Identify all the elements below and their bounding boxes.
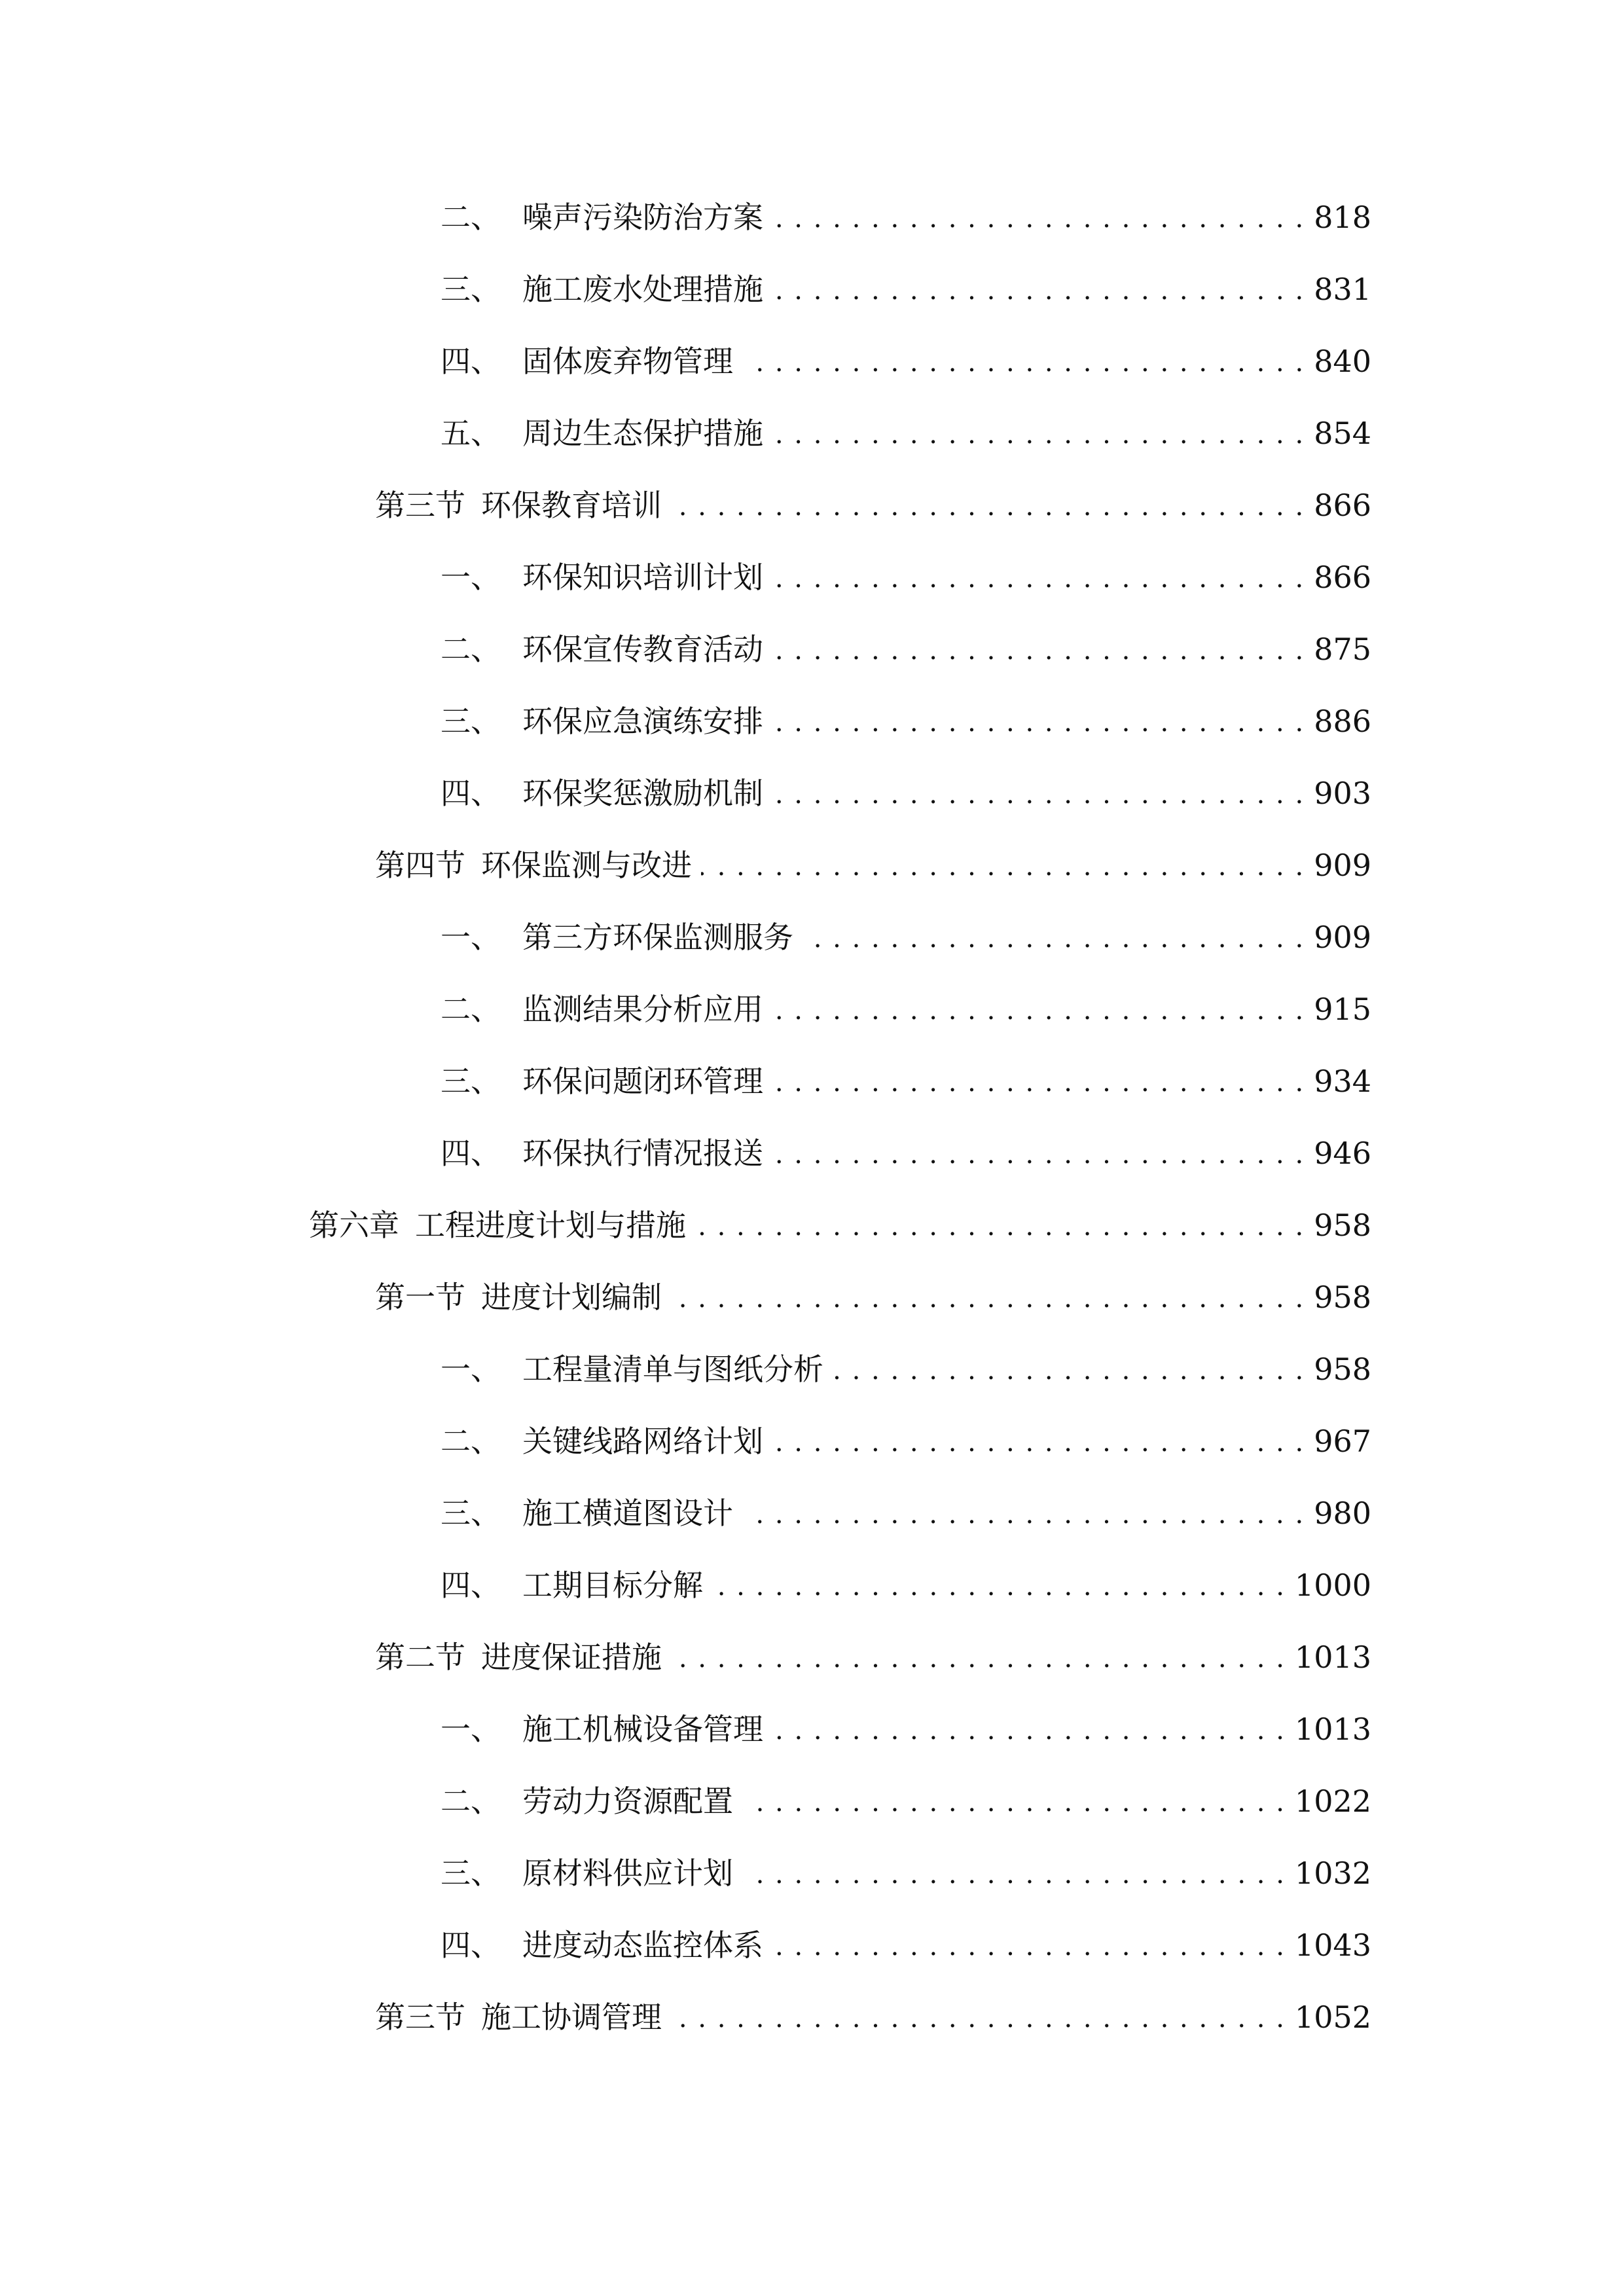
toc-entry-title: 施工横道图设计	[522, 1496, 733, 1531]
toc-entry-prefix: 三、	[441, 1064, 501, 1099]
toc-entry-title: 环保教育培训	[481, 488, 662, 523]
toc-entry-page-number: 1022	[1294, 1784, 1371, 1819]
toc-entry-item[interactable]	[441, 911, 1371, 963]
toc-entry-title: 固体废弃物管理	[522, 344, 733, 379]
toc-entry-title: 施工协调管理	[481, 2000, 662, 2035]
toc-entry-page-number: 1052	[1294, 2000, 1371, 2035]
toc-entry-title: 进度保证措施	[481, 1640, 662, 1675]
toc-entry-title: 工程量清单与图纸分析	[522, 1352, 823, 1387]
toc-row-6	[0, 551, 1624, 623]
toc-entry-prefix: 一、	[441, 560, 501, 595]
toc-entry-item[interactable]	[441, 263, 1371, 315]
toc-entry-item[interactable]	[441, 1343, 1371, 1395]
toc-row-4	[0, 407, 1624, 479]
toc-row-1	[0, 191, 1624, 263]
toc-row-18	[0, 1415, 1624, 1487]
toc-entry-item[interactable]	[441, 335, 1371, 387]
toc-entry-page-number: 1000	[1294, 1568, 1371, 1603]
toc-row-17	[0, 1343, 1624, 1415]
toc-entry-title: 环保问题闭环管理	[522, 1064, 763, 1099]
toc-row-24	[0, 1847, 1624, 1919]
toc-row-8	[0, 695, 1624, 767]
toc-row-10	[0, 839, 1624, 911]
toc-row-14	[0, 1127, 1624, 1199]
toc-entry-page-number: 818	[1314, 200, 1371, 235]
toc-entry-page-number: 1013	[1294, 1712, 1371, 1747]
toc-entry-item[interactable]	[441, 983, 1371, 1035]
toc-entry-item[interactable]	[441, 1703, 1371, 1755]
toc-entry-prefix: 四、	[441, 776, 501, 811]
toc-row-26	[0, 1991, 1624, 2063]
toc-row-21	[0, 1631, 1624, 1703]
toc-dot-leader	[742, 1775, 1286, 1827]
toc-entry-page-number: 958	[1314, 1352, 1371, 1387]
toc-entry-prefix: 第四节	[375, 848, 465, 883]
toc-dot-leader	[833, 1343, 1305, 1395]
toc-entry-item[interactable]	[441, 191, 1371, 243]
toc-entry-page-number: 946	[1314, 1136, 1371, 1171]
toc-entry-page-number: 1013	[1294, 1640, 1371, 1675]
toc-dot-leader	[772, 1703, 1286, 1755]
toc-entry-prefix: 二、	[441, 992, 501, 1027]
toc-entry-item[interactable]	[441, 551, 1371, 603]
toc-entry-prefix: 第六章	[309, 1208, 399, 1243]
toc-entry-title: 监测结果分析应用	[522, 992, 763, 1027]
toc-entry-prefix: 二、	[441, 1424, 501, 1459]
toc-entry-page-number: 909	[1314, 848, 1371, 883]
toc-entry-page-number: 909	[1314, 920, 1371, 955]
toc-entry-section[interactable]	[375, 479, 1371, 531]
toc-dot-leader	[772, 551, 1305, 603]
table-of-contents	[0, 191, 1624, 2063]
toc-entry-title: 环保执行情况报送	[522, 1136, 763, 1171]
toc-entry-prefix: 二、	[441, 632, 501, 667]
toc-row-25	[0, 1919, 1624, 1991]
toc-entry-title: 工程进度计划与措施	[415, 1208, 686, 1243]
toc-entry-item[interactable]	[441, 695, 1371, 747]
toc-dot-leader	[772, 1919, 1286, 1971]
toc-dot-leader	[671, 479, 1305, 531]
toc-entry-prefix: 三、	[441, 1856, 501, 1891]
toc-entry-item[interactable]	[441, 1847, 1371, 1899]
toc-row-13	[0, 1055, 1624, 1127]
toc-dot-leader	[742, 1487, 1305, 1539]
toc-dot-leader	[772, 695, 1305, 747]
toc-entry-title: 劳动力资源配置	[522, 1784, 733, 1819]
toc-entry-page-number: 958	[1314, 1208, 1371, 1243]
toc-entry-title: 原材料供应计划	[522, 1856, 733, 1891]
toc-entry-prefix: 二、	[441, 1784, 501, 1819]
toc-row-5	[0, 479, 1624, 551]
toc-entry-title: 施工机械设备管理	[522, 1712, 763, 1747]
toc-dot-leader	[671, 1631, 1286, 1683]
toc-entry-item[interactable]	[441, 1919, 1371, 1971]
toc-entry-title: 环保监测与改进	[481, 848, 692, 883]
toc-dot-leader	[742, 1847, 1286, 1899]
toc-entry-prefix: 三、	[441, 704, 501, 739]
toc-dot-leader	[803, 911, 1305, 963]
toc-entry-page-number: 875	[1314, 632, 1371, 667]
toc-entry-prefix: 一、	[441, 1352, 501, 1387]
toc-entry-prefix: 三、	[441, 1496, 501, 1531]
toc-entry-item[interactable]	[441, 767, 1371, 819]
toc-entry-item[interactable]	[441, 1415, 1371, 1467]
toc-entry-item[interactable]	[441, 1055, 1371, 1107]
toc-entry-page-number: 903	[1314, 776, 1371, 811]
toc-row-20	[0, 1559, 1624, 1631]
toc-entry-prefix: 第二节	[375, 1640, 465, 1675]
toc-dot-leader	[772, 263, 1305, 315]
toc-dot-leader	[772, 1415, 1305, 1467]
toc-entry-title: 噪声污染防治方案	[522, 200, 763, 235]
toc-entry-page-number: 980	[1314, 1496, 1371, 1531]
toc-entry-item[interactable]	[441, 1775, 1371, 1827]
toc-dot-leader	[772, 623, 1305, 675]
toc-entry-item[interactable]	[441, 1559, 1371, 1611]
toc-dot-leader	[772, 407, 1305, 459]
toc-entry-prefix: 二、	[441, 200, 501, 235]
toc-entry-page-number: 866	[1314, 488, 1371, 523]
toc-entry-prefix: 四、	[441, 1136, 501, 1171]
toc-row-3	[0, 335, 1624, 407]
toc-entry-section[interactable]	[375, 1631, 1371, 1683]
toc-entry-title: 环保知识培训计划	[522, 560, 763, 595]
toc-row-12	[0, 983, 1624, 1055]
toc-entry-title: 施工废水处理措施	[522, 272, 763, 307]
toc-entry-prefix: 四、	[441, 1928, 501, 1963]
toc-row-19	[0, 1487, 1624, 1559]
toc-entry-page-number: 958	[1314, 1280, 1371, 1315]
toc-row-7	[0, 623, 1624, 695]
toc-entry-prefix: 第三节	[375, 2000, 465, 2035]
toc-row-2	[0, 263, 1624, 335]
toc-entry-prefix: 五、	[441, 416, 501, 451]
toc-entry-page-number: 915	[1314, 992, 1371, 1027]
toc-dot-leader	[742, 335, 1305, 387]
toc-entry-title: 环保应急演练安排	[522, 704, 763, 739]
toc-entry-prefix: 一、	[441, 920, 501, 955]
toc-entry-chapter[interactable]	[309, 1199, 1371, 1251]
toc-entry-page-number: 934	[1314, 1064, 1371, 1099]
toc-row-23	[0, 1775, 1624, 1847]
toc-entry-title: 环保宣传教育活动	[522, 632, 763, 667]
toc-row-9	[0, 767, 1624, 839]
toc-row-16	[0, 1271, 1624, 1343]
toc-entry-page-number: 866	[1314, 560, 1371, 595]
toc-dot-leader	[712, 1559, 1286, 1611]
toc-entry-prefix: 第三节	[375, 488, 465, 523]
toc-entry-section[interactable]	[375, 839, 1371, 891]
toc-dot-leader	[671, 1991, 1286, 2043]
toc-dot-leader	[772, 767, 1305, 819]
toc-entry-title: 关键线路网络计划	[522, 1424, 763, 1459]
toc-entry-prefix: 一、	[441, 1712, 501, 1747]
toc-entry-item[interactable]	[441, 407, 1371, 459]
toc-row-11	[0, 911, 1624, 983]
toc-entry-title: 进度计划编制	[481, 1280, 662, 1315]
toc-row-22	[0, 1703, 1624, 1775]
toc-entry-title: 周边生态保护措施	[522, 416, 763, 451]
toc-entry-item[interactable]	[441, 623, 1371, 675]
toc-dot-leader	[772, 983, 1305, 1035]
toc-entry-section[interactable]	[375, 1991, 1371, 2043]
toc-dot-leader	[695, 1199, 1305, 1251]
toc-entry-page-number: 967	[1314, 1424, 1371, 1459]
toc-entry-item[interactable]	[441, 1487, 1371, 1539]
toc-entry-prefix: 四、	[441, 1568, 501, 1603]
toc-entry-title: 环保奖惩激励机制	[522, 776, 763, 811]
toc-row-15	[0, 1199, 1624, 1271]
toc-entry-page-number: 840	[1314, 344, 1371, 379]
toc-entry-page-number: 854	[1314, 416, 1371, 451]
toc-entry-page-number: 886	[1314, 704, 1371, 739]
toc-entry-title: 第三方环保监测服务	[522, 920, 793, 955]
toc-entry-item[interactable]	[441, 1127, 1371, 1179]
toc-entry-prefix: 四、	[441, 344, 501, 379]
toc-entry-prefix: 三、	[441, 272, 501, 307]
toc-entry-section[interactable]	[375, 1271, 1371, 1323]
toc-dot-leader	[772, 191, 1305, 243]
toc-entry-title: 进度动态监控体系	[522, 1928, 763, 1963]
toc-entry-page-number: 1032	[1294, 1856, 1371, 1891]
toc-dot-leader	[701, 839, 1305, 891]
toc-dot-leader	[671, 1271, 1305, 1323]
toc-entry-title: 工期目标分解	[522, 1568, 703, 1603]
toc-entry-page-number: 1043	[1294, 1928, 1371, 1963]
toc-entry-page-number: 831	[1314, 272, 1371, 307]
toc-entry-prefix: 第一节	[375, 1280, 465, 1315]
toc-dot-leader	[772, 1127, 1305, 1179]
toc-dot-leader	[772, 1055, 1305, 1107]
